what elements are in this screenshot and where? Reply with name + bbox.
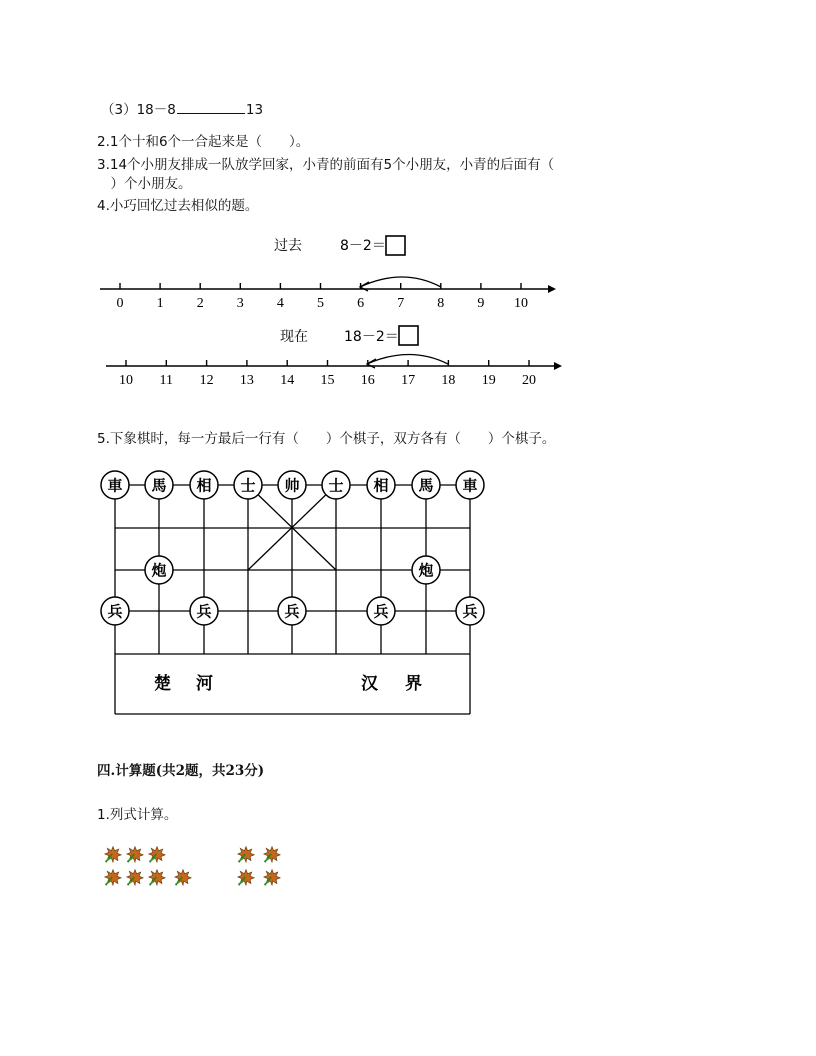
- numberline-now-figure: [0, 315, 816, 395]
- piece-label: 士: [328, 476, 344, 495]
- river-text-han: 汉: [361, 674, 378, 694]
- piece-label: 兵: [284, 602, 300, 621]
- tick-label: 19: [481, 373, 496, 388]
- leaf-group-left: [105, 847, 191, 886]
- leaf-group-right: [238, 847, 280, 886]
- numberline-past-caption: 过去: [274, 238, 302, 254]
- piece-label: 馬: [418, 476, 434, 495]
- maple-leaf-icon: [238, 847, 254, 863]
- piece-label: 兵: [373, 602, 389, 621]
- piece-label: 炮: [418, 561, 434, 580]
- tick-label: 10: [119, 373, 133, 388]
- piece-label: 炮: [151, 561, 167, 580]
- piece-label: 相: [373, 476, 389, 495]
- tick-label: 12: [199, 373, 214, 388]
- tick-label: 10: [514, 296, 528, 311]
- chess-piece: [278, 471, 306, 499]
- tick-label: 6: [357, 296, 365, 311]
- maple-leaf-icon: [127, 870, 143, 886]
- chess-piece: [278, 597, 306, 625]
- chess-piece: [367, 471, 395, 499]
- answer-box[interactable]: [386, 236, 405, 255]
- tick-label: 2: [196, 296, 204, 311]
- maple-leaf-icon: [264, 870, 280, 886]
- leaf-groups-figure: [100, 842, 300, 892]
- chess-piece: [101, 471, 129, 499]
- tick-label: 13: [239, 373, 254, 388]
- maple-leaf-icon: [105, 847, 121, 863]
- tick-label: 1: [156, 296, 164, 311]
- piece-label: 士: [240, 476, 256, 495]
- maple-leaf-icon: [238, 870, 254, 886]
- tick-label: 16: [360, 373, 375, 388]
- xiangqi-board-figure: [90, 462, 510, 724]
- numberline-past-figure: [0, 225, 816, 325]
- chess-piece: [456, 597, 484, 625]
- question-2: 2.1个十和6个一合起来是（ ）。: [97, 134, 310, 150]
- numberline-now-caption: 现在: [280, 329, 308, 345]
- tick-label: 5: [317, 296, 324, 311]
- piece-label: 兵: [196, 602, 212, 621]
- answer-box[interactable]: [399, 326, 418, 345]
- tick-label: 7: [397, 296, 405, 311]
- numberline-past-equation: 8－2＝: [340, 238, 386, 254]
- tick-label: 11: [159, 373, 174, 388]
- river-text-chu: 楚: [154, 674, 171, 694]
- maple-leaf-icon: [149, 870, 165, 886]
- tick-label: 8: [437, 296, 445, 311]
- chess-piece: [456, 471, 484, 499]
- subquestion-3-prefix: （3）18－8: [101, 102, 176, 118]
- chess-piece: [412, 471, 440, 499]
- tick-label: 4: [276, 296, 284, 311]
- chess-piece: [322, 471, 350, 499]
- arrow-right-icon: [548, 285, 556, 293]
- maple-leaf-icon: [127, 847, 143, 863]
- piece-label: 馬: [151, 476, 167, 495]
- question-3-line1: 3.14个小朋友排成一队放学回家，小青的前面有5个小朋友，小青的后面有（: [97, 157, 555, 173]
- tick-label: 20: [522, 373, 536, 388]
- maple-leaf-icon: [149, 847, 165, 863]
- maple-leaf-icon: [264, 847, 280, 863]
- tick-label: 15: [320, 373, 335, 388]
- answer-blank[interactable]: [177, 100, 245, 114]
- numberline-ticks: [119, 360, 536, 388]
- piece-label: 兵: [462, 602, 478, 621]
- river-text-jie: 界: [405, 674, 422, 694]
- tick-label: 0: [116, 296, 124, 311]
- chess-piece: [190, 471, 218, 499]
- numberline-ticks: [117, 283, 529, 311]
- chess-piece: [145, 556, 173, 584]
- piece-label: 帅: [284, 476, 300, 495]
- numberline-now-equation: 18－2＝: [344, 329, 399, 345]
- maple-leaf-icon: [175, 870, 191, 886]
- section-title: 四.计算题(共2题，共23分): [97, 763, 265, 779]
- subquestion-3: [101, 100, 263, 118]
- arrow-right-icon: [554, 362, 562, 370]
- tick-label: 17: [401, 373, 416, 388]
- tick-label: 3: [236, 296, 244, 311]
- chess-piece: [367, 597, 395, 625]
- chess-piece: [412, 556, 440, 584]
- chess-piece: [101, 597, 129, 625]
- chess-piece: [145, 471, 173, 499]
- question-3-line2: ）个小朋友。: [97, 176, 192, 192]
- piece-label: 相: [196, 476, 212, 495]
- tick-label: 14: [280, 373, 295, 388]
- section4-question-1: 1.列式计算。: [97, 807, 178, 823]
- tick-label: 18: [441, 373, 456, 388]
- subquestion-3-suffix: 13: [245, 102, 264, 118]
- tick-label: 9: [477, 296, 485, 311]
- question-5: 5.下象棋时，每一方最后一行有（ ）个棋子，双方各有（ ）个棋子。: [97, 431, 556, 447]
- chess-piece: [190, 597, 218, 625]
- chess-piece: [234, 471, 262, 499]
- river-text-he: 河: [196, 674, 213, 694]
- piece-label: 車: [107, 476, 123, 495]
- question-4: 4.小巧回忆过去相似的题。: [97, 198, 259, 214]
- piece-label: 車: [462, 476, 478, 495]
- piece-label: 兵: [107, 602, 123, 621]
- maple-leaf-icon: [105, 870, 121, 886]
